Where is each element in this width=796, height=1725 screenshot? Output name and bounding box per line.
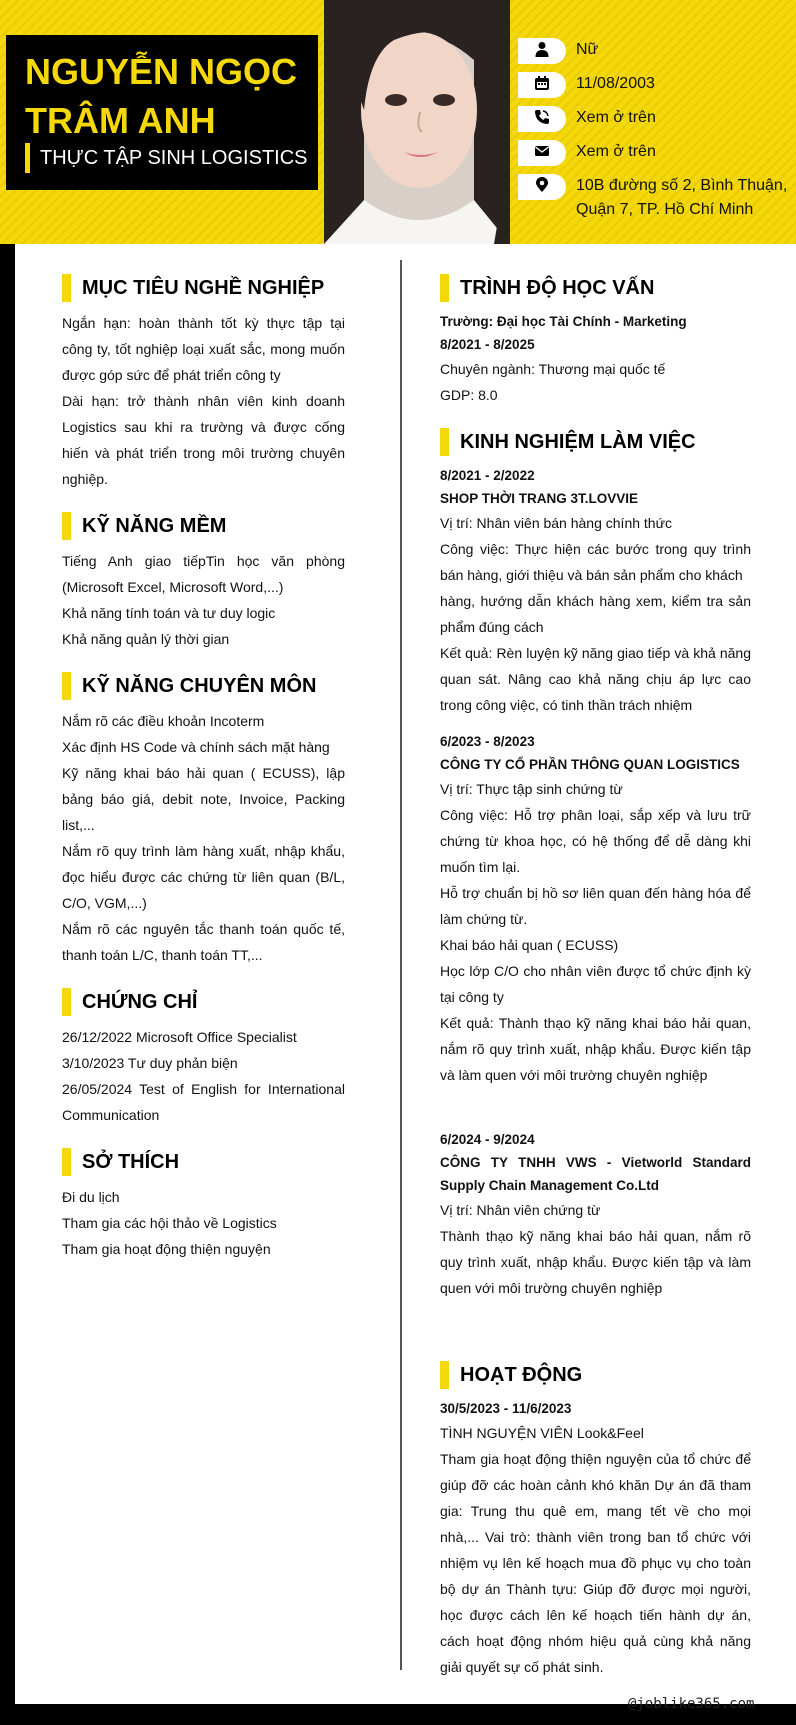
list-item: Nắm rõ các nguyên tắc thanh toán quốc tế, thanh toán L/C, thanh toán TT,... <box>62 921 345 963</box>
accent-bar <box>62 512 71 540</box>
list-item: Kỹ năng khai báo hải quan ( ECUSS), lập bảng báo giá, debit note, Invoice, Packing list,... <box>62 765 345 833</box>
contact-list <box>518 38 796 230</box>
watermark: @joblike365.com <box>628 1696 755 1712</box>
activity-org: TÌNH NGUYỆN VIÊN Look&Feel <box>440 1425 644 1441</box>
list-item: Đi du lịch <box>62 1189 120 1205</box>
contact-value: 11/08/2003 <box>576 75 655 92</box>
activity-period: 30/5/2023 - 11/6/2023 <box>440 1401 572 1416</box>
accent-bar <box>62 1148 71 1176</box>
contact-gender <box>518 38 796 64</box>
list-item: Nắm rõ quy trình làm hàng xuất, nhập khẩu, đọc hiểu được các chứng từ liên quan (B/L, C/O, VGM,...) <box>62 843 345 911</box>
job-period: 6/2023 - 8/2023 <box>440 734 535 749</box>
accent-bar <box>62 988 71 1016</box>
contact-birthday <box>518 72 796 98</box>
list-item: Tham gia hoạt động thiện nguyện <box>62 1241 271 1257</box>
list-item: Tiếng Anh giao tiếpTin học văn phòng (Microsoft Excel, Microsoft Word,...) <box>62 553 345 595</box>
soft-skills-section <box>62 512 345 652</box>
gpa: GDP: 8.0 <box>440 387 498 403</box>
job-period: 8/2021 - 2/2022 <box>440 468 535 483</box>
job-entry: 6/2024 - 9/2024 CÔNG TY TNHH VWS - Vietworld Standard Supply Chain Management Co.Ltd Vị trí: Nhân viên chứng từ Thành thạo kỹ năng khai báo hải quan, nắm rõ quy trình xuất, nhập khẩu. Được kiến tập và làm quen với môi trường chuyên nghiệp <box>440 1128 751 1301</box>
section-title: KỸ NĂNG MỀM <box>82 514 227 537</box>
location-icon <box>534 177 550 198</box>
mail-icon <box>534 143 550 164</box>
list-item: 26/12/2022 Microsoft Office Specialist <box>62 1029 297 1045</box>
column-divider <box>400 260 402 1670</box>
section-title: HOẠT ĐỘNG <box>460 1363 583 1386</box>
accent-bar <box>62 672 71 700</box>
activity-description: Tham gia hoạt động thiện nguyện của tổ chức để giúp đỡ các hoàn cảnh khó khăn Dự án đã tham gia: Trung thu quê em, mang tết về cho mọi nhà,... Vai trò: thành viên trong ban tổ chức với nhiệm vụ lên kế hoạch mua đồ phục vụ cho toàn bộ dự án Thành tựu: Giúp đỡ được mọi người, học được cách lên kế hoạch tiến hành dự án, cách hoạt động nhóm hiệu quả cùng khả năng giải quyết sự cố phát sinh. <box>440 1451 751 1675</box>
list-item: 3/10/2023 Tư duy phản biện <box>62 1055 238 1071</box>
section-title: KỸ NĂNG CHUYÊN MÔN <box>82 674 317 697</box>
left-column <box>62 274 345 1282</box>
job-entry: 8/2021 - 2/2022 SHOP THỜI TRANG 3T.LOVVIE Vị trí: Nhân viên bán hàng chính thức Công việc: Thực hiện các bước trong quy trình bán hàng, giới thiệu và bán sản phẩm cho khách hàng, hướng dẫn khách hàng xem, kiểm tra sản phẩm đúng cách Kết quả: Rèn luyện kỹ năng giao tiếp và khả năng quan sát. Nâng cao khả năng chịu áp lực cao trong công việc, có tinh thần trách nhiệm <box>440 464 751 718</box>
job-period: 6/2024 - 9/2024 <box>440 1132 535 1147</box>
calendar-icon <box>534 75 550 96</box>
education-section <box>440 274 751 408</box>
job-company: CÔNG TY CỔ PHẦN THÔNG QUAN LOGISTICS <box>440 757 740 772</box>
list-item: Khả năng tính toán và tư duy logic <box>62 605 276 621</box>
list-item: Nắm rõ các điều khoản Incoterm <box>62 713 265 729</box>
contact-value: Nữ <box>576 41 599 58</box>
list-item: Xác định HS Code và chính sách mặt hàng <box>62 739 330 755</box>
job-title: THỰC TẬP SINH LOGISTICS <box>40 146 308 169</box>
phone-icon <box>534 109 550 130</box>
job-company: SHOP THỜI TRANG 3T.LOVVIE <box>440 491 639 506</box>
education-period: 8/2021 - 8/2025 <box>440 337 535 352</box>
list-item: Tham gia các hội thảo về Logistics <box>62 1215 277 1231</box>
candidate-name: NGUYỄN NGỌC TRÂM ANH <box>25 51 298 141</box>
list-item: Khả năng quản lý thời gian <box>62 631 230 647</box>
list-item: 26/05/2024 Test of English for International Communication <box>62 1081 345 1123</box>
job-title-row <box>25 143 308 173</box>
accent-bar <box>440 274 449 302</box>
hobbies-section <box>62 1148 345 1262</box>
major: Chuyên ngành: Thương mại quốc tế <box>440 361 666 377</box>
accent-bar <box>440 1361 449 1389</box>
cv-header <box>0 0 796 244</box>
section-title: CHỨNG CHỈ <box>82 990 198 1013</box>
contact-value: Xem ở trên <box>576 143 656 160</box>
profile-photo <box>324 0 510 244</box>
contact-value: 10B đường số 2, Bình Thuận, Quận 7, TP. Hồ Chí Minh <box>576 177 788 218</box>
job-entry: 6/2023 - 8/2023 CÔNG TY CỔ PHẦN THÔNG QUAN LOGISTICS Vị trí: Thực tập sinh chứng từ Công việc: Hỗ trợ phân loại, sắp xếp và lưu trữ chứng từ khoa học, có hệ thống để dễ dàng khi muốn tìm lại. Hỗ trợ chuẩn bị hồ sơ liên quan đến hàng hóa để làm chứng từ. Khai báo hải quan ( ECUSS) Học lớp C/O cho nhân viên được tổ chức định kỳ tại công ty Kết quả: Thành thạo kỹ năng khai báo hải quan, nắm rõ quy trình xuất, nhập khẩu. Được kiến tập và làm quen với môi trường chuyên nghiệp <box>440 730 751 1088</box>
cv-body <box>15 244 796 1704</box>
job-company: CÔNG TY TNHH VWS - Vietworld Standard Supply Chain Management Co.Ltd <box>440 1155 751 1193</box>
contact-phone <box>518 106 796 132</box>
contact-value: Xem ở trên <box>576 109 656 126</box>
section-title: SỞ THÍCH <box>82 1150 180 1173</box>
accent-bar <box>25 143 30 173</box>
certificates-section <box>62 988 345 1128</box>
pro-skills-section <box>62 672 345 968</box>
section-title: KINH NGHIỆM LÀM VIỆC <box>460 430 696 453</box>
contact-address <box>518 174 796 222</box>
section-title: MỤC TIÊU NGHỀ NGHIỆP <box>82 276 325 299</box>
name-box <box>6 35 318 190</box>
section-title: TRÌNH ĐỘ HỌC VẤN <box>460 276 655 299</box>
activities-section <box>440 1361 751 1680</box>
objective-section: MỤC TIÊU NGHỀ NGHIỆP Ngắn hạn: hoàn thành tốt kỳ thực tập tại công ty, tốt nghiệp loại xuất sắc, mong muốn được góp sức để phát triển công ty Dài hạn: trở thành nhân viên kinh doanh Logistics sau khi ra trường và được cống hiến và phát triển trong môi trường chuyên nghiệp. <box>62 274 345 492</box>
school-name: Trường: Đại học Tài Chính - Marketing <box>440 314 687 329</box>
experience-section <box>440 428 751 1341</box>
contact-email <box>518 140 796 166</box>
accent-bar <box>440 428 449 456</box>
person-icon <box>534 41 550 62</box>
right-column <box>440 274 751 1700</box>
accent-bar <box>62 274 71 302</box>
